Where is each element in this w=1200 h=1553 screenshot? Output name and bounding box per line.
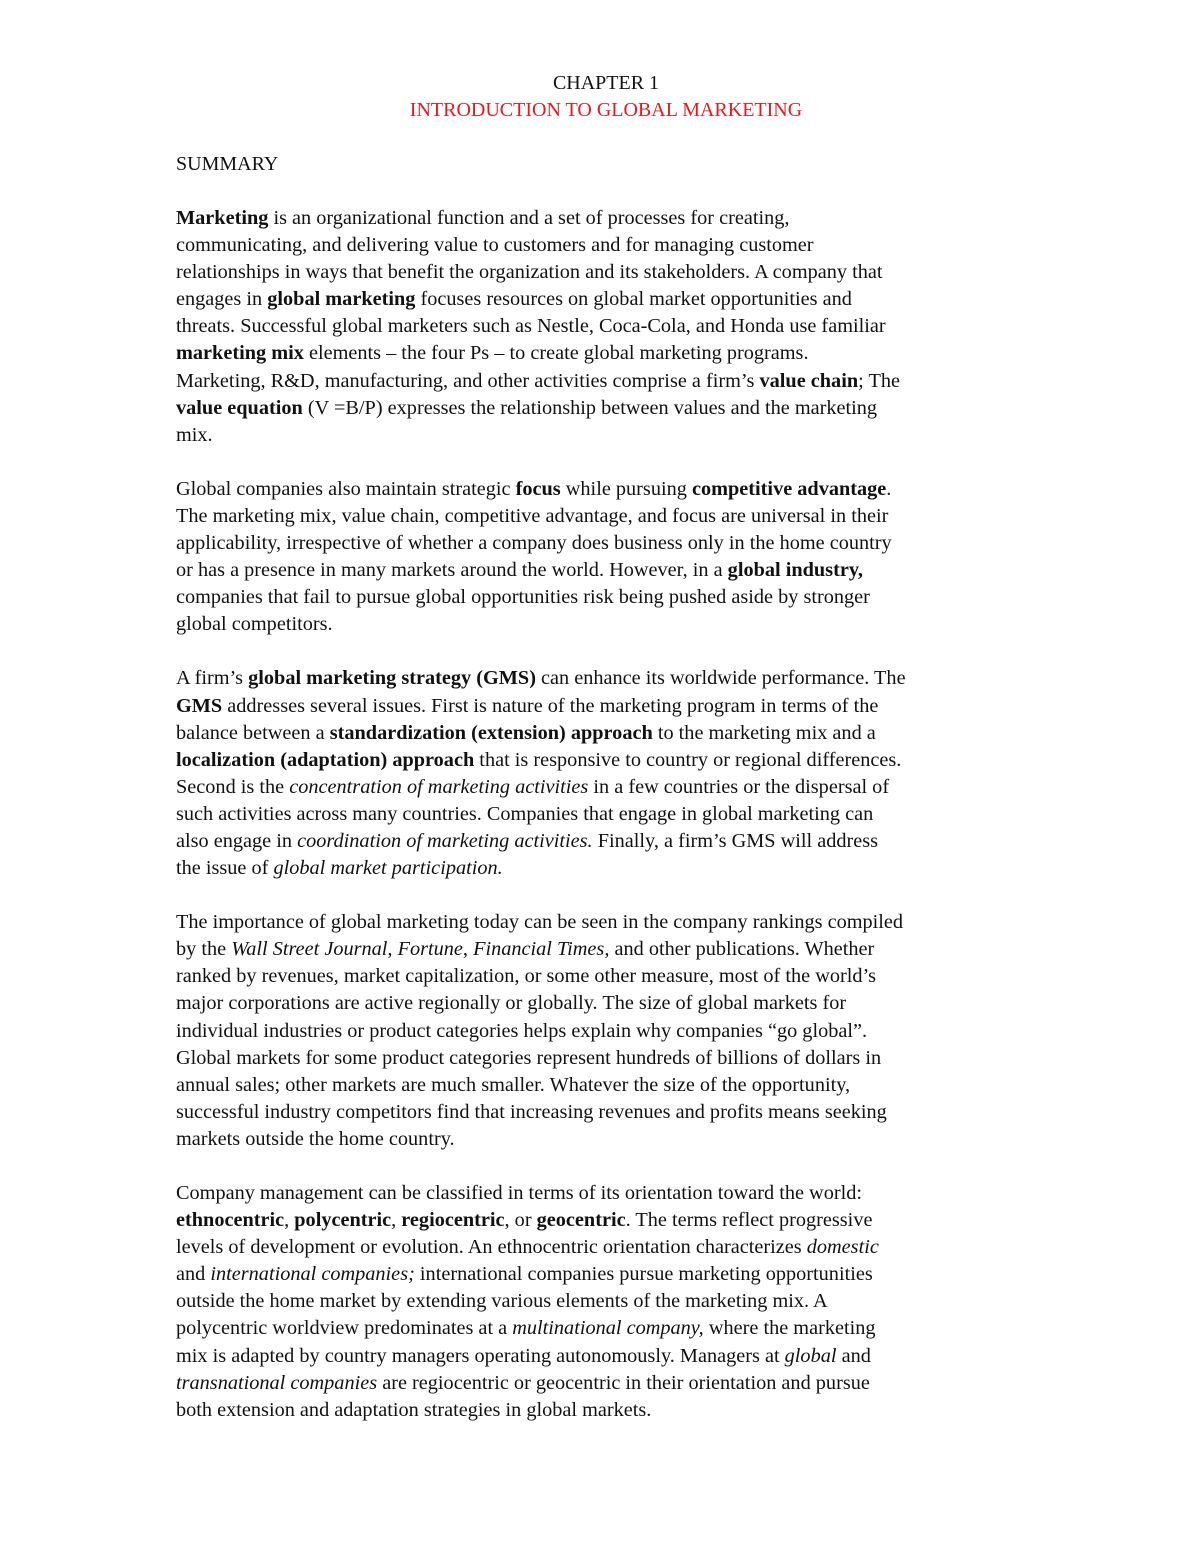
text-run: by the <box>176 938 232 961</box>
paragraph-line <box>176 1018 1036 1045</box>
chapter-title: INTRODUCTION TO GLOBAL MARKETING <box>409 99 803 121</box>
paragraph-line <box>176 205 1036 232</box>
text-run: engages in <box>176 288 268 311</box>
chapter-number: CHAPTER 1 <box>552 72 660 94</box>
text-run: also engage in <box>176 829 298 852</box>
italic-term: international companies; <box>210 1263 415 1286</box>
text-run: relationships in ways that benefit the organization and its stakeholders. A company that <box>176 261 883 284</box>
paragraph-line <box>176 286 1036 313</box>
text-run: major corporations are active regionally or globally. The size of global markets for <box>176 992 847 1015</box>
paragraph-line <box>176 1180 1036 1207</box>
paragraph-line <box>176 990 1036 1017</box>
text-run: and <box>836 1344 871 1367</box>
text-run: balance between a <box>176 721 330 744</box>
bold-term: competitive advantage <box>691 477 887 500</box>
text-run: global competitors. <box>176 613 333 636</box>
paragraph-line <box>176 1343 1036 1370</box>
paragraph-line <box>176 963 1036 990</box>
paragraph-line <box>176 936 1036 963</box>
paragraph-line <box>176 476 1036 503</box>
text-run: or has a presence in many markets around the world. However, in a <box>176 559 728 582</box>
paragraph-line <box>176 720 1036 747</box>
bold-term: global industry, <box>727 559 863 582</box>
bold-term: marketing mix <box>176 342 304 365</box>
paragraph-line <box>176 1315 1036 1342</box>
paragraph-line <box>176 828 1036 855</box>
bold-term: global marketing strategy (GMS) <box>248 667 536 690</box>
paragraph-line <box>176 1099 1036 1126</box>
text-run: outside the home market by extending various elements of the marketing mix. A <box>176 1290 828 1313</box>
bold-term: polycentric <box>294 1209 392 1232</box>
text-run: while pursuing <box>560 477 692 500</box>
paragraph-line <box>176 1126 1036 1153</box>
text-run: individual industries or product categories helps explain why companies “go global”. <box>176 1019 868 1042</box>
bold-term: value chain <box>759 369 859 392</box>
paragraph-line <box>176 1207 1036 1234</box>
text-run: and <box>176 1263 211 1286</box>
text-run: focuses resources on global market opportunities and <box>415 288 852 311</box>
text-run: both extension and adaptation strategies in global markets. <box>176 1398 652 1421</box>
paragraph-line <box>176 1234 1036 1261</box>
bold-term: standardization (extension) approach <box>329 721 653 744</box>
text-run: in a few countries or the dispersal of <box>588 775 890 798</box>
italic-term: multinational company, <box>512 1317 704 1340</box>
text-run: . <box>886 477 892 500</box>
text-run: Company management can be classified in terms of its orientation toward the world: <box>176 1182 862 1204</box>
summary-heading: SUMMARY <box>176 153 279 175</box>
text-run: and other publications. Whether <box>609 938 875 961</box>
text-run: threats. Successful global marketers such as Nestle, Coca-Cola, and Honda use familiar <box>176 315 886 338</box>
text-run: where the marketing <box>703 1317 876 1340</box>
bold-term: regiocentric <box>401 1209 505 1232</box>
paragraph-line <box>176 774 1036 801</box>
text-run: Marketing, R&D, manufacturing, and other activities comprise a firm’s <box>176 369 760 392</box>
bold-term: geocentric <box>536 1209 626 1232</box>
paragraph-line <box>176 1397 1036 1424</box>
bold-term: value equation <box>176 396 303 419</box>
paragraph-line <box>176 584 1036 611</box>
text-run: The marketing mix, value chain, competitive advantage, and focus are universal in their <box>176 504 889 527</box>
text-run: mix. <box>176 423 213 446</box>
italic-term: Wall Street Journal, Fortune <box>231 938 463 961</box>
text-run: annual sales; other markets are much smaller. Whatever the size of the opportunity, <box>176 1073 851 1096</box>
paragraph-line <box>176 693 1036 720</box>
document-page <box>176 70 1036 1424</box>
paragraph-line <box>176 1288 1036 1315</box>
paragraph-line <box>176 232 1036 259</box>
paragraph-line <box>176 747 1036 774</box>
paragraph-line <box>176 1261 1036 1288</box>
summary-paragraph <box>176 909 1036 1153</box>
text-run: ; The <box>858 369 900 392</box>
italic-term: global <box>784 1344 837 1367</box>
text-run: Finally, a firm’s GMS will address <box>592 829 879 852</box>
paragraph-line <box>176 368 1036 395</box>
text-run: to the marketing mix and a <box>652 721 876 744</box>
italic-term: global market participation. <box>273 857 503 880</box>
bold-term: GMS <box>176 694 223 717</box>
text-run: , <box>462 938 474 961</box>
bold-term: Marketing <box>176 207 269 229</box>
text-run: the issue of <box>176 857 274 880</box>
text-run: markets outside the home country. <box>176 1127 455 1150</box>
text-run: applicability, irrespective of whether a company does business only in the home country <box>176 532 892 555</box>
text-run: The importance of global marketing today can be seen in the company rankings compiled <box>176 911 904 934</box>
text-run: mix is adapted by country managers operating autonomously. Managers at <box>176 1344 785 1367</box>
text-run: Second is the <box>176 775 290 798</box>
paragraph-line <box>176 395 1036 422</box>
text-run: levels of development or evolution. An ethnocentric orientation characterizes <box>176 1236 807 1259</box>
text-run: international companies pursue marketing opportunities <box>414 1263 873 1286</box>
text-run: Global markets for some product categories represent hundreds of billions of dollars in <box>176 1046 882 1069</box>
paragraph-line <box>176 909 1036 936</box>
text-run: communicating, and delivering value to customers and for managing customer <box>176 234 814 257</box>
bold-term: focus <box>515 477 561 500</box>
paragraph-line <box>176 611 1036 638</box>
text-run: (V =B/P) expresses the relationship between values and the marketing <box>302 396 878 419</box>
summary-body <box>176 205 1036 1424</box>
bold-term: global marketing <box>267 288 416 311</box>
paragraph-line <box>176 855 1036 882</box>
paragraph-line <box>176 259 1036 286</box>
italic-term: concentration of marketing activities <box>289 775 589 798</box>
bold-term: localization (adaptation) approach <box>176 748 475 771</box>
text-run: are regiocentric or geocentric in their orientation and pursue <box>377 1371 870 1394</box>
paragraph-line <box>176 530 1036 557</box>
paragraph-line <box>176 503 1036 530</box>
text-run: polycentric worldview predominates at a <box>176 1317 513 1340</box>
text-run: Global companies also maintain strategic <box>176 477 516 500</box>
paragraph-line <box>176 313 1036 340</box>
text-run: elements – the four Ps – to create global marketing programs. <box>303 342 809 365</box>
text-run: companies that fail to pursue global opportunities risk being pushed aside by stronger <box>176 586 870 609</box>
italic-term: Financial Times, <box>473 938 610 961</box>
paragraph-line <box>176 1072 1036 1099</box>
summary-paragraph <box>176 205 1036 449</box>
paragraph-line <box>176 665 1036 692</box>
text-run: successful industry competitors find that increasing revenues and profits means seeking <box>176 1100 887 1123</box>
paragraph-line <box>176 1045 1036 1072</box>
summary-paragraph <box>176 476 1036 639</box>
italic-term: coordination of marketing activities. <box>297 829 593 852</box>
text-run: , or <box>504 1209 537 1232</box>
text-run: that is responsive to country or regional differences. <box>474 748 902 771</box>
paragraph-line <box>176 801 1036 828</box>
italic-term: domestic <box>806 1236 879 1259</box>
text-run: . The terms reflect progressive <box>625 1209 873 1232</box>
italic-term: transnational companies <box>176 1371 378 1394</box>
summary-paragraph <box>176 665 1036 882</box>
text-run: , <box>391 1209 402 1232</box>
text-run: such activities across many countries. Companies that engage in global marketing can <box>176 802 874 825</box>
text-run: ranked by revenues, market capitalization, or some other measure, most of the world’s <box>176 965 877 988</box>
paragraph-line <box>176 422 1036 449</box>
text-run: , <box>284 1209 295 1232</box>
text-run: A firm’s <box>176 667 249 690</box>
paragraph-line <box>176 340 1036 367</box>
summary-paragraph <box>176 1180 1036 1424</box>
bold-term: ethnocentric <box>176 1209 285 1232</box>
paragraph-line <box>176 557 1036 584</box>
text-run: can enhance its worldwide performance. The <box>535 667 906 690</box>
text-run: is an organizational function and a set of processes for creating, <box>268 207 790 229</box>
text-run: addresses several issues. First is nature of the marketing program in terms of the <box>222 694 879 717</box>
paragraph-line <box>176 1370 1036 1397</box>
